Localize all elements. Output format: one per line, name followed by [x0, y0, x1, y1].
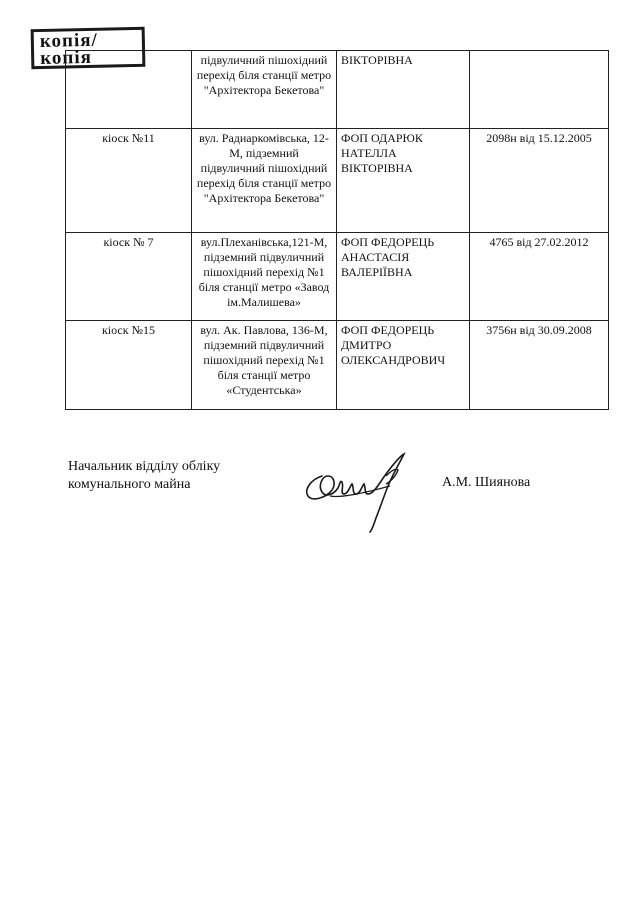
kiosk-cell: кіоск № 7 — [66, 233, 192, 321]
address-cell: вул.Плеханівська,121-М, підземний підвуличний пішохідний перехід №1 біля станції метро «Завод ім.Малишева» — [192, 233, 337, 321]
table-row — [66, 321, 609, 410]
stamp-line-1: копія/ — [39, 29, 99, 53]
owner-cell: ВІКТОРІВНА — [337, 51, 470, 129]
kiosk-registry-table — [65, 50, 609, 410]
kiosk-cell: кіоск №11 — [66, 129, 192, 233]
copy-stamp — [31, 27, 146, 69]
signatory-title — [68, 458, 220, 494]
signatory-title-line-2: комунального майна — [68, 477, 191, 492]
contract-cell: 2098н від 15.12.2005 — [470, 129, 609, 233]
table-row — [66, 233, 609, 321]
stamp-line-2: копія — [39, 46, 93, 70]
address-cell: підвуличний пішохідний перехід біля станції метро "Архітектора Бекетова" — [192, 51, 337, 129]
address-cell: вул. Ак. Павлова, 136-М, підземний підвуличний пішохідний перехід №1 біля станції метро «Студентська» — [192, 321, 337, 410]
contract-cell: 4765 від 27.02.2012 — [470, 233, 609, 321]
signatory-title-line-1: Начальник відділу обліку — [68, 459, 221, 474]
address-cell: вул. Радиаркомівська, 12-М, підземний підвуличний пішохідний перехід біля станції метро "Архітектора Бекетова" — [192, 129, 337, 233]
table-row — [66, 129, 609, 233]
owner-cell: ФОП ФЕДОРЕЦЬ ДМИТРО ОЛЕКСАНДРОВИЧ — [337, 321, 470, 410]
contract-cell — [470, 51, 609, 129]
owner-cell: ФОП ОДАРЮК НАТЕЛЛА ВІКТОРІВНА — [337, 129, 470, 233]
handwritten-signature — [300, 446, 430, 536]
table-row — [66, 51, 609, 129]
contract-cell: 3756н від 30.09.2008 — [470, 321, 609, 410]
owner-cell: ФОП ФЕДОРЕЦЬ АНАСТАСІЯ ВАЛЕРІЇВНА — [337, 233, 470, 321]
kiosk-cell: кіоск №15 — [66, 321, 192, 410]
signatory-name: А.М. Шиянова — [442, 475, 531, 490]
